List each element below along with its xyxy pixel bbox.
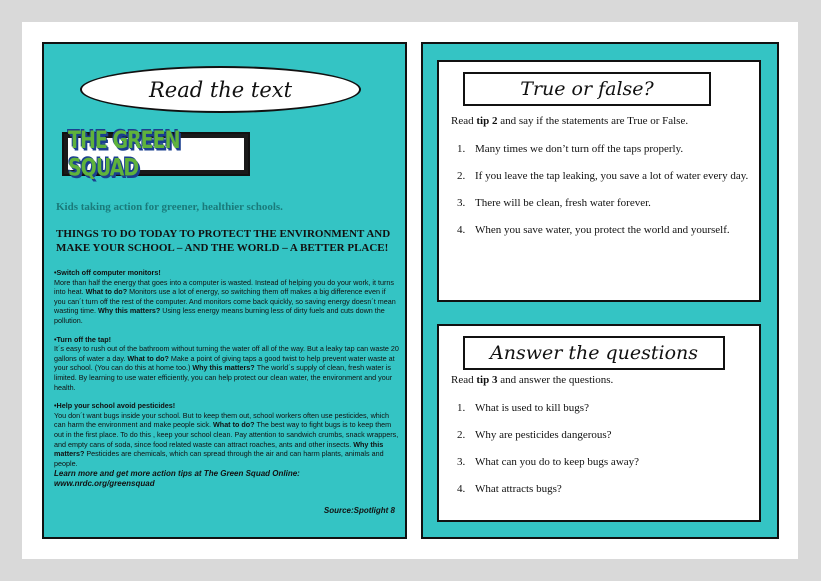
- tip-2: [54, 335, 399, 393]
- tip-text: More than half the energy that goes into a computer is wasted. Instead of helping you do your work, it turns into heat.: [54, 277, 395, 297]
- more-info-link: Learn more and get more action tips at The Green Squad Online: www.nrdc.org/greensquad: [54, 469, 300, 489]
- answer-questions-list: [457, 402, 749, 510]
- list-item: 4. When you save water, you protect the world and yourself.: [457, 224, 730, 236]
- why-text: The world´s supply of clean, fresh water is limited. By learning to use water efficiently, you can help protect our clean water, the environment and your health.: [54, 363, 393, 392]
- worksheet-page: [22, 22, 798, 559]
- what-to-do-label: What to do?: [127, 353, 171, 363]
- why-label: Why this matters?: [54, 439, 384, 459]
- what-to-do-label: What to do?: [213, 420, 257, 430]
- true-false-list: [457, 143, 749, 251]
- list-item: 4. What attracts bugs?: [457, 483, 562, 495]
- logo-text: THE GREEN SQUAD: [68, 126, 180, 182]
- why-label: Why this matters?: [97, 306, 163, 316]
- tip-title: •Switch off computer monitors!: [54, 268, 161, 277]
- list-item: 2. Why are pesticides dangerous?: [457, 429, 612, 441]
- true-false-instructions: Read tip 2 and say if the statements are True or False.: [451, 115, 689, 127]
- why-label: Why this matters?: [192, 363, 257, 373]
- list-item: 2. If you leave the tap leaking, you save a lot of water every day.: [457, 170, 749, 182]
- why-text: Using less energy means burning less of dirty fuels and cuts down the pollution.: [54, 306, 385, 325]
- true-false-card: [437, 60, 761, 302]
- why-text: Pesticides are chemicals, which can spread through the air and can harm plants, animals and people.: [54, 449, 384, 468]
- headline: THINGS TO DO TODAY TO PROTECT THE ENVIRONMENT AND MAKE YOUR SCHOOL – AND THE WORLD – A BETTER PLACE!: [56, 228, 391, 254]
- list-item: 1. What is used to kill bugs?: [457, 402, 589, 414]
- list-item: 1. Many times we don’t turn off the taps properly.: [457, 143, 684, 155]
- tagline: Kids taking action for greener, healthier schools.: [56, 201, 283, 213]
- tip-3: [54, 401, 399, 468]
- tip-title: •Turn off the tap!: [54, 334, 112, 344]
- green-squad-logo: [62, 126, 250, 182]
- tip-title: •Help your school avoid pesticides!: [54, 401, 176, 411]
- what-to-do-text: The best way to fight bugs is to keep them out in the first place. To do this , keep your school clean. Pay attention to sandwich crumbs, snack wrappers, and empty cans of soda, since food related waste can attract roaches, ants and other insects.: [54, 420, 399, 449]
- exercises-panel: [421, 42, 779, 539]
- list-item: 3. There will be clean, fresh water forever.: [457, 197, 651, 209]
- answer-questions-title: Answer the questions: [463, 336, 725, 370]
- reading-title: Read the text: [80, 66, 361, 113]
- list-item: 3. What can you do to keep bugs away?: [457, 456, 640, 468]
- what-to-do-text: Monitors use a lot of energy, so switching them off makes a big difference even if you can´t turn off the rest of the computer. And monitors come back quickly, so saving energy doesn´t mean wasting time.: [54, 287, 396, 316]
- what-to-do-text: Make a point of giving taps a good twist to help prevent water waste at your school. (You can do this at home too.): [54, 353, 395, 373]
- tips-text: [54, 268, 399, 489]
- source-credit: Source:Spotlight 8: [323, 506, 395, 515]
- tip-text: You don´t want bugs inside your school. But to keep them out, school workers often use pesticides, which can harm the environment and make people sick.: [54, 410, 389, 430]
- true-false-title: True or false?: [463, 72, 711, 106]
- tip-1: [54, 268, 399, 326]
- answer-questions-card: [437, 324, 761, 522]
- what-to-do-label: What to do?: [85, 287, 130, 297]
- tip-text: It´s easy to rush out of the bathroom without turning the water off all of the way. But a leaky tap can waste 20 gallons of water a day.: [54, 344, 399, 363]
- reading-panel: [42, 42, 407, 539]
- answer-questions-instructions: Read tip 3 and answer the questions.: [451, 374, 614, 386]
